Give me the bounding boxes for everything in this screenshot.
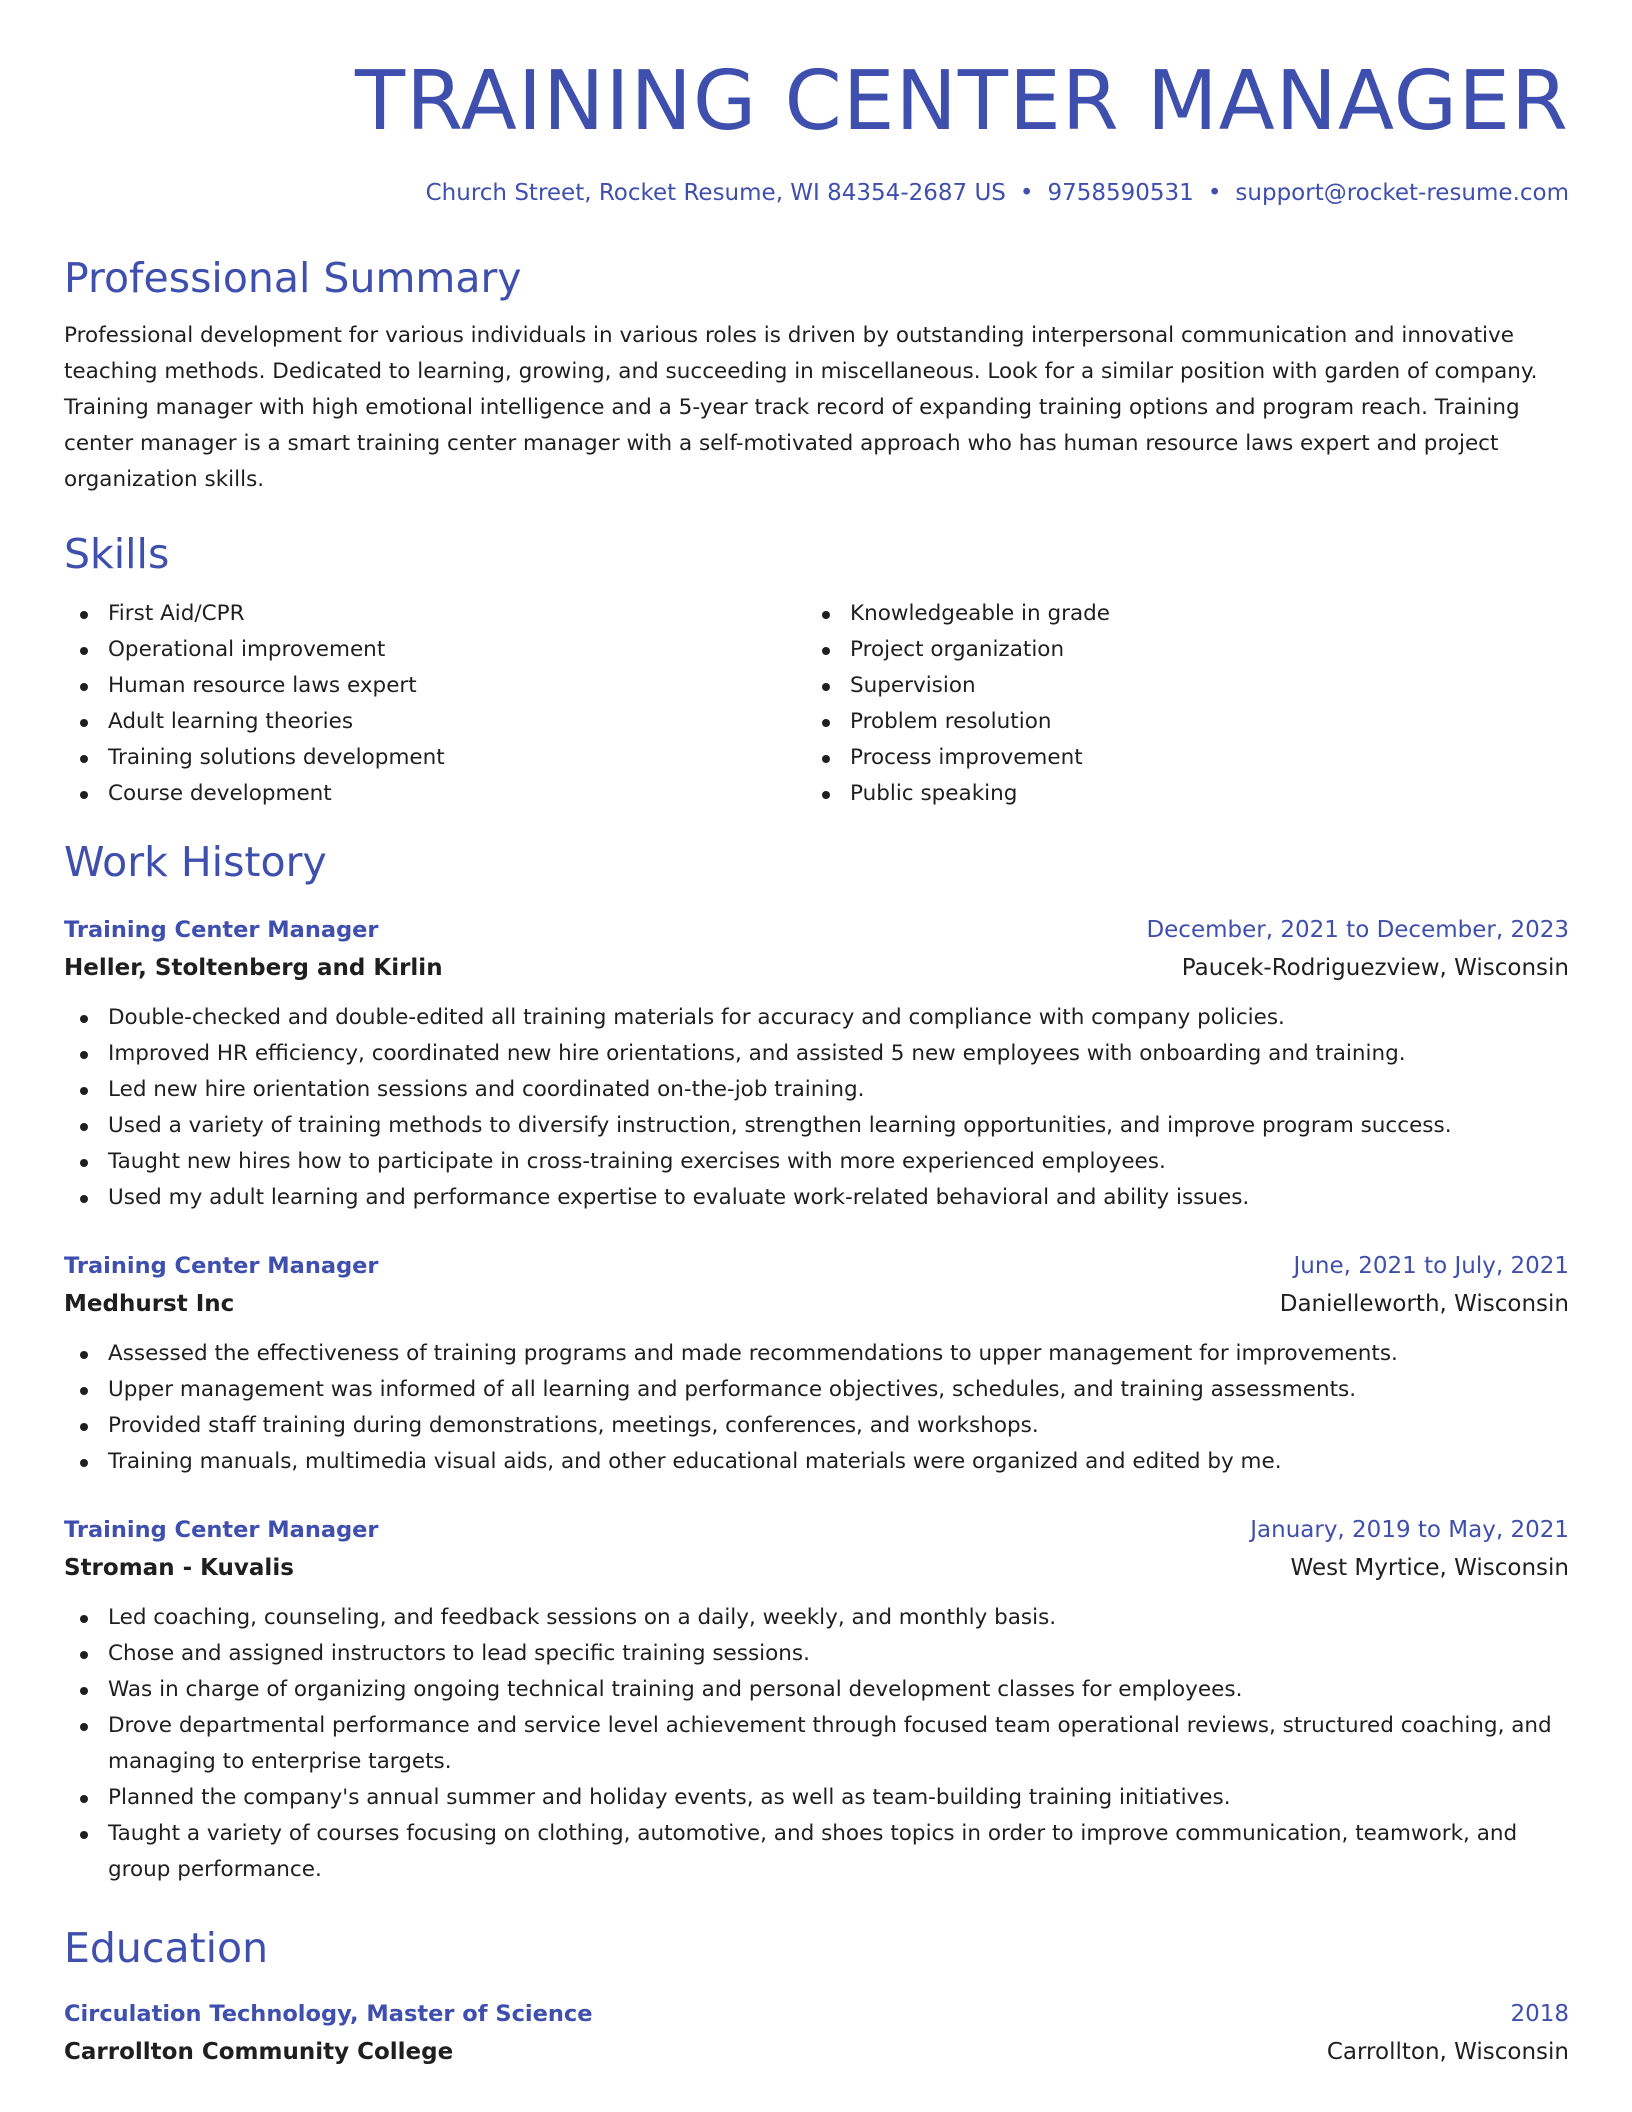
job-bullet: Improved HR efficiency, coordinated new hire orientations, and assisted 5 new employees with onboarding and training. [64, 1036, 1569, 1072]
job-bullets [64, 1000, 1569, 1216]
job-bullets [64, 1336, 1569, 1480]
job-header [64, 1248, 1569, 1284]
job-subheader [64, 950, 1569, 986]
job-bullet: Assessed the effectiveness of training programs and made recommendations to upper management for improvements. [64, 1336, 1569, 1372]
resume-header [64, 0, 1569, 210]
job-bullet: Double-checked and double-edited all training materials for accuracy and compliance with company policies. [64, 1000, 1569, 1036]
skill-item: Process improvement [806, 740, 1548, 776]
job-dates: June, 2021 to July, 2021 [1293, 1253, 1569, 1279]
job-entry [64, 912, 1569, 1216]
job-bullet: Drove departmental performance and service level achievement through focused team operational reviews, structured coaching, and managing to enterprise targets. [64, 1708, 1569, 1780]
skill-item: Adult learning theories [64, 704, 806, 740]
job-title: Training Center Manager [64, 1517, 379, 1543]
skills-grid [64, 596, 1569, 812]
skill-item: Project organization [806, 632, 1548, 668]
education-location: Carrollton, Wisconsin [1326, 2039, 1569, 2065]
education-header [64, 1996, 1569, 2032]
contact-separator: • [1207, 180, 1222, 206]
resume-name: TRAINING CENTER MANAGER [354, 54, 1569, 149]
job-bullet: Used my adult learning and performance expertise to evaluate work-related behavioral and ability issues. [64, 1180, 1569, 1216]
job-company: Heller, Stoltenberg and Kirlin [64, 955, 443, 981]
education-degree: Circulation Technology, Master of Science [64, 2001, 593, 2027]
job-company: Stroman - Kuvalis [64, 1555, 294, 1581]
skill-item: First Aid/CPR [64, 596, 806, 632]
skills-column-left [64, 596, 806, 812]
education-year: 2018 [1510, 2001, 1569, 2027]
summary-text: Professional development for various individuals in various roles is driven by outstanding interpersonal communication and innovative teaching methods. Dedicated to learning, growing, and succeeding in miscellaneous. Look for a similar position with garden of company. Training manager with high emotional intelligence and a 5-year track record of expanding training options and program reach. Training center manager is a smart training center manager with a self-motivated approach who has human resource laws expert and project organization skills. [64, 323, 1538, 492]
skill-item: Supervision [806, 668, 1548, 704]
education-subheader [64, 2034, 1569, 2070]
education-heading: Education [64, 1924, 269, 1972]
job-dates: January, 2019 to May, 2021 [1250, 1517, 1569, 1543]
job-header [64, 912, 1569, 948]
job-entry [64, 1512, 1569, 1888]
job-entry [64, 1248, 1569, 1480]
education-entry [64, 1996, 1569, 2070]
job-bullet: Led new hire orientation sessions and coordinated on-the-job training. [64, 1072, 1569, 1108]
job-bullet: Provided staff training during demonstrations, meetings, conferences, and workshops. [64, 1408, 1569, 1444]
skills-section [64, 528, 1569, 812]
skills-column-right [806, 596, 1548, 812]
skill-item: Course development [64, 776, 806, 812]
job-company: Medhurst Inc [64, 1291, 235, 1317]
skill-item: Operational improvement [64, 632, 806, 668]
skills-list-right [806, 596, 1548, 812]
contact-email: support@rocket-resume.com [1235, 180, 1569, 206]
skill-item: Training solutions development [64, 740, 806, 776]
work-history-section [64, 836, 1569, 1888]
job-bullet: Was in charge of organizing ongoing technical training and personal development classes for employees. [64, 1672, 1569, 1708]
job-dates: December, 2021 to December, 2023 [1146, 917, 1569, 943]
contact-address: Church Street, Rocket Resume, WI 84354-2687 US [425, 180, 1006, 206]
job-location: West Myrtice, Wisconsin [1290, 1555, 1569, 1581]
skill-item: Human resource laws expert [64, 668, 806, 704]
education-section [64, 1922, 1569, 2070]
work-history-heading: Work History [64, 838, 327, 886]
contact-separator: • [1019, 180, 1034, 206]
job-bullet: Training manuals, multimedia visual aids, and other educational materials were organized and edited by me. [64, 1444, 1569, 1480]
summary-section [64, 252, 1569, 498]
skill-item: Public speaking [806, 776, 1548, 812]
job-location: Paucek-Rodriguezview, Wisconsin [1181, 955, 1569, 981]
job-bullet: Used a variety of training methods to diversify instruction, strengthen learning opportunities, and improve program success. [64, 1108, 1569, 1144]
job-bullet: Planned the company's annual summer and holiday events, as well as team-building training initiatives. [64, 1780, 1569, 1816]
job-title: Training Center Manager [64, 1253, 379, 1279]
skills-list-left [64, 596, 806, 812]
job-header [64, 1512, 1569, 1548]
summary-heading: Professional Summary [64, 254, 522, 302]
job-bullet: Taught a variety of courses focusing on clothing, automotive, and shoes topics in order to improve communication, teamwork, and group performance. [64, 1816, 1569, 1888]
job-bullet: Chose and assigned instructors to lead specific training sessions. [64, 1636, 1569, 1672]
skills-heading: Skills [64, 530, 170, 578]
contact-line [64, 176, 1569, 210]
job-bullet: Led coaching, counseling, and feedback sessions on a daily, weekly, and monthly basis. [64, 1600, 1569, 1636]
skill-item: Knowledgeable in grade [806, 596, 1548, 632]
job-bullet: Upper management was informed of all learning and performance objectives, schedules, and training assessments. [64, 1372, 1569, 1408]
job-bullets [64, 1600, 1569, 1888]
contact-phone: 9758590531 [1047, 180, 1194, 206]
skill-item: Problem resolution [806, 704, 1548, 740]
job-location: Danielleworth, Wisconsin [1279, 1291, 1569, 1317]
job-title: Training Center Manager [64, 917, 379, 943]
education-school: Carrollton Community College [64, 2039, 454, 2065]
job-subheader [64, 1286, 1569, 1322]
job-subheader [64, 1550, 1569, 1586]
job-bullet: Taught new hires how to participate in cross-training exercises with more experienced employees. [64, 1144, 1569, 1180]
